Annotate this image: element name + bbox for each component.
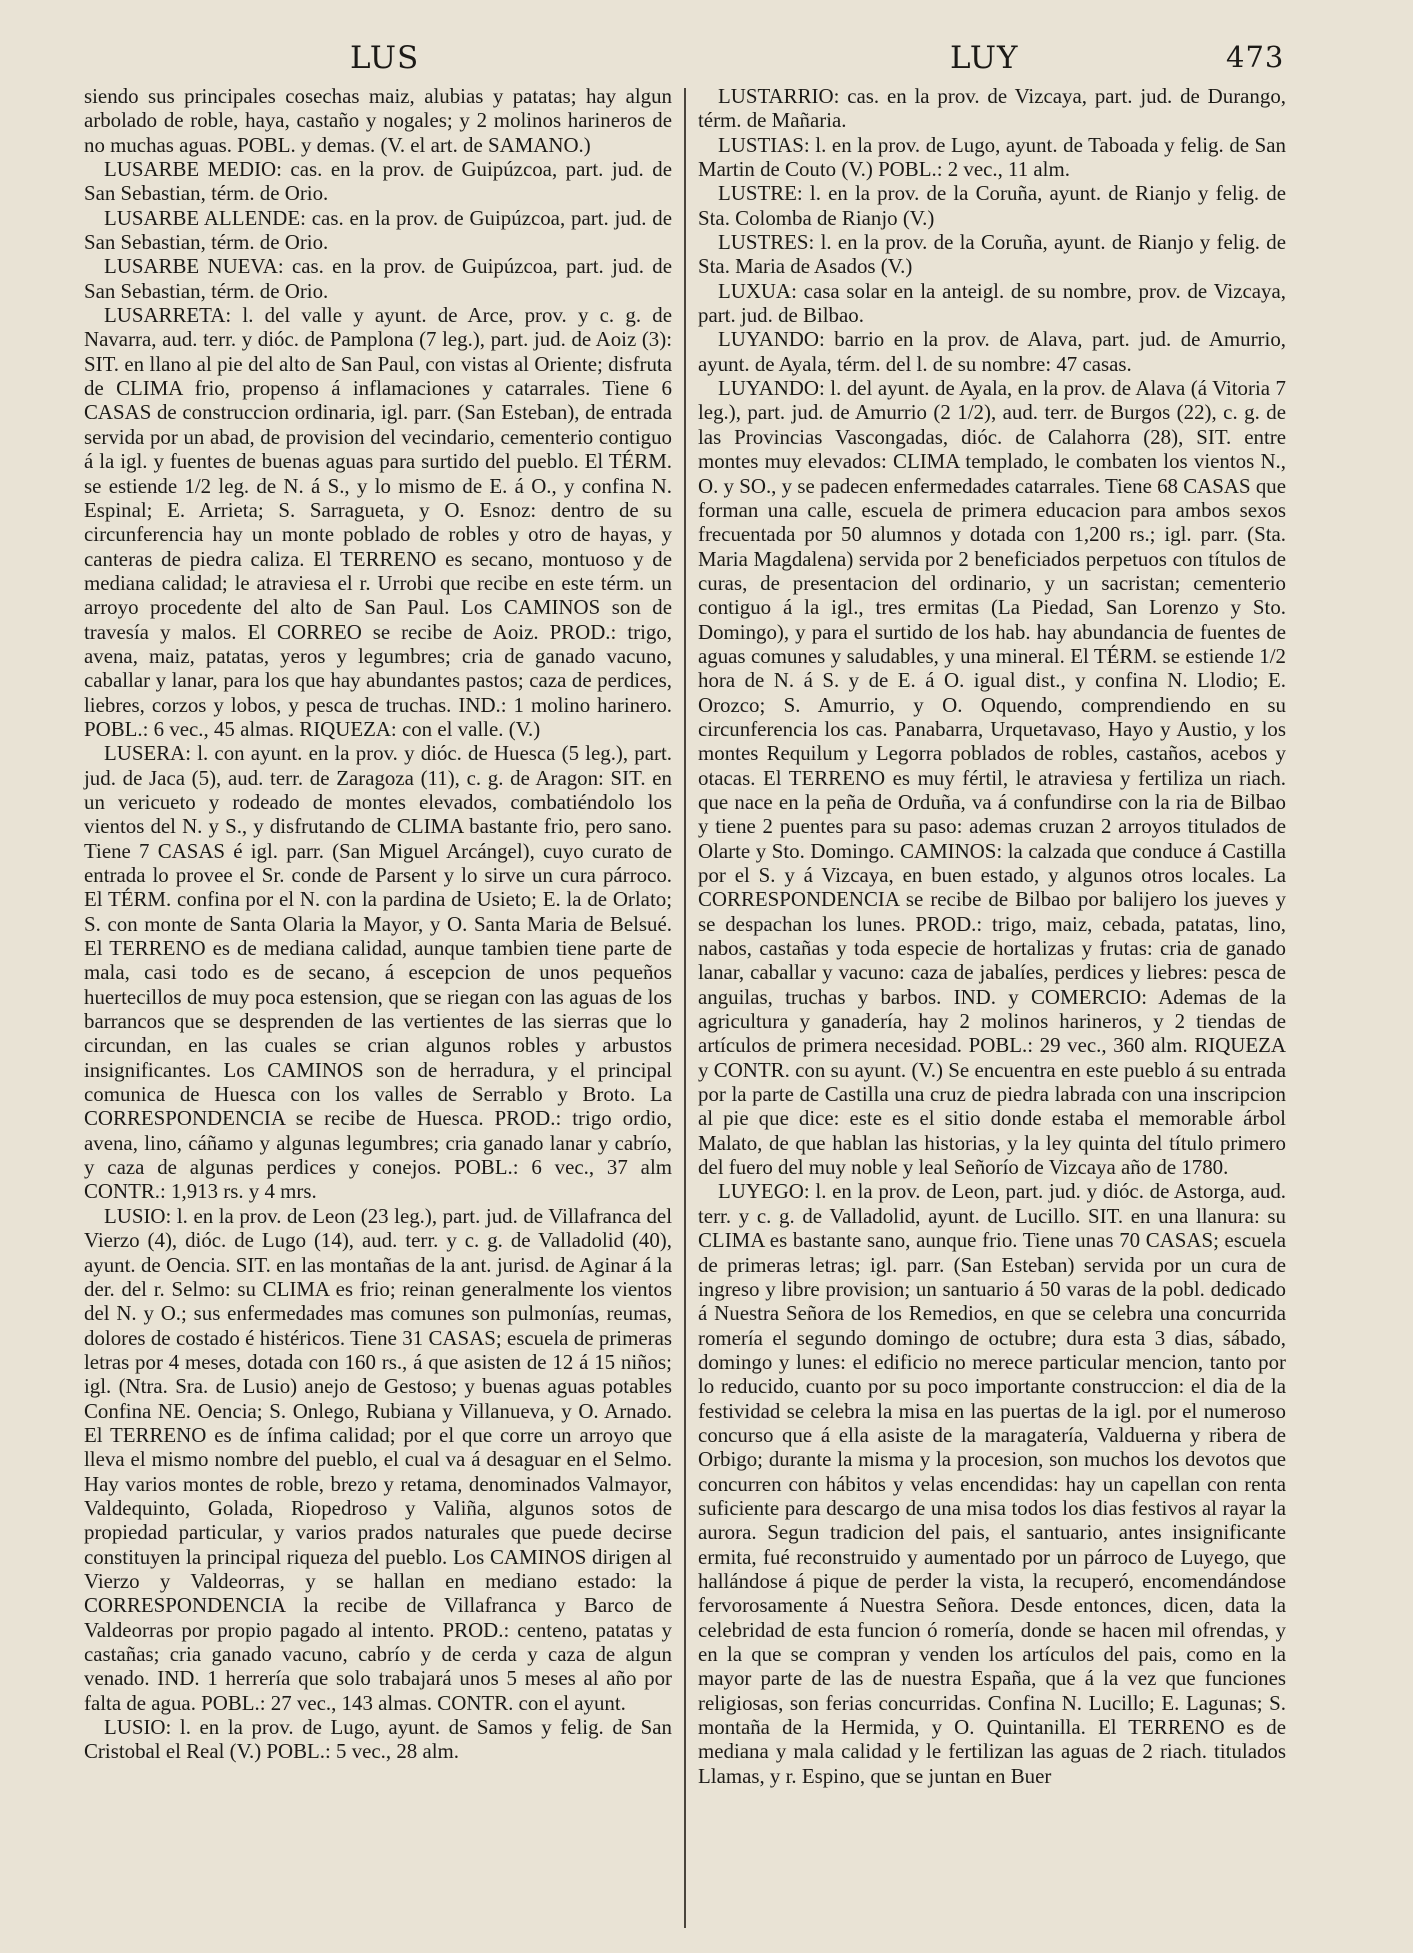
entry — [698, 376, 1286, 1179]
entry-headword: LUSARRETA — [104, 303, 226, 328]
entry-headword: LUSTIAS — [718, 132, 804, 157]
left-column — [84, 84, 672, 1764]
entry-text: : l. en la prov. de Leon, part. jud. y dióc. de Astorga, aud. terr. y c. g. de Valladolid, ayunt. de Lucillo. SIT. en una llanura: su CLIMA es bastante sano, aunque frio. Tiene unas 70 CASAS; escuela de primeras letras; igl. parr. (San Esteban) servida por un cura de ingreso y libre provision; un santuario á 50 varas de la pobl. dedicado á Nuestra Señora de los Remedios, en que se celebra una concurrida romería el segundo domingo de octubre; dura esta 3 dias, sábado, domingo y lunes: el edificio no merece particular mencion, tanto por lo reducido, cuanto por su poco importante construccion: el dia de la festividad se celebra la misa en las puertas de la igl. por el numeroso concurso que á ella asiste de la maragatería, Valduerna y ribera de Orbigo; durante la misma y la procesion, son muchos los devotos que concurren con hábitos y velas encendidas: hay un capellan con renta suficiente para descargo de una misa todos los dias festivos al rayar la aurora. Segun tradicion del pais, el santuario, antes insignificante ermita, fué reconstruido y aumentado por un párroco de Luyego, que hallándose á pique de perder la vista, la recuperó, encomendándose fervorosamente á Nuestra Señora. Desde entonces, dicen, data la celebridad de esta funcion ó romería, donde se hacen mil ofrendas, y en la que se compran y venden los artículos del pais, como en la mayor parte de las de nuestra España, que á la vez que funciones religiosas, son ferias concurridas. Confina N. Lucillo; E. Lagunas; S. montaña de la Hermida, y O. Quintanilla. El TERRENO es de mediana y mala calidad y le fertilizan las aguas de 2 riach. titulados Llamas, y r. Espino, que se juntan en Buer — [698, 1179, 1286, 1788]
entry-headword: LUSARBE ALLENDE — [104, 205, 301, 230]
entry-text: : l. en la prov. de Lugo, ayunt. de Samos y felig. de San Cristobal el Real (V.) POBL.: 5 vec., 28 alm. — [84, 1715, 672, 1764]
entry — [698, 133, 1286, 182]
entry-headword: LUYANDO — [718, 327, 819, 352]
entry-text: siendo sus principales cosechas maiz, alubias y patatas; hay algun arbolado de roble, haya, castaño y nogales; y 2 molinos harineros de no muchas aguas. POBL. y demas. (V. el art. de SAMANO.) — [84, 84, 672, 157]
entry — [698, 230, 1286, 279]
entry-text: : cas. en la prov. de Guipúzcoa, part. jud. de San Sebastian, térm. de Orio. — [84, 205, 672, 255]
entry — [698, 279, 1286, 328]
entry — [84, 1204, 672, 1715]
entry-text: : cas. en la prov. de Guipúzcoa, part. jud. de San Sebastian, térm. de Orio. — [84, 254, 672, 303]
entry — [84, 741, 672, 1204]
entry — [698, 181, 1286, 230]
entry-text: : l. en la prov. de la Coruña, ayunt. de Rianjo y felig. de Sta. Colomba de Rianjo (V.) — [698, 181, 1286, 230]
entry-text: : casa solar en la anteigl. de su nombre, prov. de Vizcaya, part. jud. de Bilbao. — [698, 278, 1286, 328]
entry-text: : l. en la prov. de Leon (23 leg.), part. jud. de Villafranca del Vierzo (4), dióc. de Lugo (14), aud. terr. y c. g. de Valladolid (40), ayunt. de Oencia. SIT. en las montañas de la ant. jurisd. de Aginar á la der. del r. Selmo: su CLIMA es frio; reinan generalmente los vientos del N. y O.; sus enfermedades mas comunes son pulmonías, reumas, dolores de costado é histéricos. Tiene 31 CASAS; escuela de primeras letras por 4 meses, dotada con 160 rs., á que asisten de 12 á 15 niños; igl. (Ntra. Sra. de Lusio) anejo de Gestoso; y buenas aguas potables Confina NE. Oencia; S. Onlego, Rubiana y Villanueva, y O. Arnado. El TERRENO es de ínfima calidad; por el que corre un arroyo que lleva el mismo nombre del pueblo, el cual va á desaguar en el Selmo. Hay varios montes de roble, brezo y retama, denominados Valmayor, Valdequinto, Golada, Riopedroso y Valiña, algunos sotos de propiedad particular, y varios prados naturales que puede decirse constituyen la principal riqueza del pueblo. Los CAMINOS dirigen al Vierzo y Valdeorras, y se hallan en mediano estado: la CORRESPONDENCIA la recibe de Villafranca y Barco de Valdeorras por propio pagado al intento. PROD.: centeno, patatas y castañas; cria ganado vacuno, cabrío y de cerda y caza de algun venado. IND. 1 herrería que solo trabajará unos 5 meses al año por falta de agua. POBL.: 27 vec., 143 almas. CONTR. con el ayunt. — [84, 1203, 672, 1715]
entry-text: : cas. en la prov. de Vizcaya, part. jud. de Durango, térm. de Mañaria. — [698, 84, 1286, 133]
entry-text: : l. del ayunt. de Ayala, en la prov. de Alava (á Vitoria 7 leg.), part. jud. de Amurrio (2 1/2), aud. terr. de Burgos (22), c. g. de las Provincias Vascongadas, dióc. de Calahorra (28), SIT. entre montes muy elevados: CLIMA templado, le combaten los vientos N., O. y SO., y se padecen enfermedades catarrales. Tiene 68 CASAS que forman una calle, escuela de primera educacion para ambos sexos frecuentada por 50 alumnos y dotada con 1,200 rs.; igl. parr. (Sta. Maria Magdalena) servida por 2 beneficiados perpetuos con títulos de curas, de presentacion del ordinario, y un sacristan; cementerio contiguo á la igl., tres ermitas (La Piedad, San Lorenzo y Sto. Domingo), y para el surtido de los hab. hay abundancia de fuentes de aguas comunes y saludables, y una mineral. El TÉRM. se estiende 1/2 hora de N. á S. y de E. á O. igual dist., y confina N. Llodio; E. Orozco; S. Amurrio, y O. Oquendo, comprendiendo en su circunferencia los cas. Panabarra, Urquetavaso, Hayo y Austio, y los montes Requilum y Legorra poblados de robles, castaños, acebos y otacas. El TERRENO es muy fértil, le atraviesa y fertiliza un riach. que nace en la peña de Orduña, va á confundirse con la ria de Bilbao y tiene 2 puentes para su paso: ademas cruzan 2 arroyos titulados de Olarte y Sto. Domingo. CAMINOS: la calzada que conduce á Castilla por el S. y á Vizcaya, en buen estado, y algunos otros locales. La CORRESPONDENCIA se recibe de Bilbao por balijero los jueves y se despachan los lunes. PROD.: trigo, maiz, cebada, patatas, lino, nabos, castañas y toda especie de hortalizas y frutas: cria de ganado lanar, caballar y vacuno: caza de jabalíes, perdices y liebres: pesca de anguilas, truchas y barbos. IND. y COMERCIO: Ademas de la agricultura y ganadería, hay 2 molinos harineros, y 2 tiendas de artículos de primera necesidad. POBL.: 29 vec., 360 alm. RIQUEZA y CONTR. con su ayunt. (V.) Se encuentra en este pueblo á su entrada por la parte de Castilla una cruz de piedra labrada con una inscripcion al pie que dice: este es el sitio donde estaba el memorable árbol Malato, de que hablan las historias, y la ley quinta del título primero del fuero del muy noble y leal Señorío de Vizcaya año de 1780. — [698, 376, 1286, 1180]
entry-headword: LUSERA — [104, 741, 186, 766]
right-column — [698, 84, 1286, 1788]
entry-headword: LUSTRE — [718, 181, 797, 206]
column-divider — [684, 88, 686, 1928]
header-left-word: LUS — [350, 40, 420, 76]
entry-headword: LUSTARRIO — [718, 84, 834, 108]
entry-headword: LUSIO — [104, 1203, 166, 1228]
entry — [698, 84, 1286, 133]
entry-text: : l. con ayunt. en la prov. y dióc. de Huesca (5 leg.), part. jud. de Jaca (5), aud. terr. de Zaragoza (11), c. g. de Aragon: SIT. en un vericueto y rodeado de montes elevados, combatiéndolo los vientos del N. y S., y disfrutando de CLIMA bastante frio, pero sano. Tiene 7 CASAS é igl. parr. (San Miguel Arcángel), cuyo curato de entrada lo provee el Sr. conde de Parsent y lo sirve un cura párroco. El TÉRM. confina por el N. con la pardina de Usieto; E. la de Orlato; S. con monte de Santa Olaria la Mayor, y O. Santa Maria de Belsué. El TERRENO es de mediana calidad, aunque tambien tiene parte de mala, casi todo es de secano, á escepcion de unos pequeños huertecillos de muy poca estension, que se riegan con las aguas de los barrancos que se desprenden de las vertientes de las sierras que lo circundan, en las cuales se crian algunos robles y arbustos insignificantes. Los CAMINOS son de herradura, y el principal comunica de Huesca con los valles de Serrablo y Broto. La CORRESPONDENCIA se recibe de Huesca. PROD.: trigo ordio, avena, lino, cáñamo y algunas legumbres; cria ganado lanar y cabrío, y caza de algunas perdices y conejos. POBL.: 6 vec., 37 alm CONTR.: 1,913 rs. y 4 mrs. — [84, 741, 672, 1204]
entry-text: : l. del valle y ayunt. de Arce, prov. y c. g. de Navarra, aud. terr. y dióc. de Pamplona (7 leg.), part. jud. de Aoiz (3): SIT. en llano al pie del alto de San Paul, con vistas al Oriente; disfruta de CLIMA frio, propenso á inflamaciones y catarrales. Tiene 6 CASAS de construccion ordinaria, igl. parr. (San Esteban), de entrada servida por un abad, de provision del vecindario, cementerio contiguo á la igl. y fuentes de buenas aguas para surtido del pueblo. El TÉRM. se estiende 1/2 leg. de N. á S., y lo mismo de E. á O., y confina N. Espinal; E. Arrieta; S. Sarragueta, y O. Esnoz: dentro de su circunferencia hay un monte poblado de robles y otro de hayas, y canteras de piedra caliza. El TERRENO es secano, montuoso y de mediana calidad; le atraviesa el r. Urrobi que recibe en este térm. un arroyo procedente del alto de San Paul. Los CAMINOS son de travesía y malos. El CORREO se recibe de Aoiz. PROD.: trigo, avena, maiz, patatas, yeros y legumbres; cria de ganado vacuno, caballar y lanar, para los que hay abundantes pastos; caza de perdices, liebres, corzos y lobos, y pesca de truchas. IND.: 1 molino harinero. POBL.: 6 vec., 45 almas. RIQUEZA: con el valle. (V.) — [84, 303, 672, 741]
entry-text: : l. en la prov. de Lugo, ayunt. de Taboada y felig. de San Martin de Couto (V.) POBL.: 2 vec., 11 alm. — [698, 132, 1286, 182]
entry-headword: LUYEGO — [718, 1179, 804, 1204]
entry-headword: LUSTRES — [718, 230, 809, 255]
entry-text: : barrio en la prov. de Alava, part. jud. de Amurrio, ayunt. de Ayala, térm. del l. de su nombre: 47 casas. — [698, 327, 1286, 376]
page-number: 473 — [1226, 40, 1285, 74]
entry-text: : l. en la prov. de la Coruña, ayunt. de Rianjo y felig. de Sta. Maria de Asados (V.) — [698, 230, 1286, 279]
entry-text: : cas. en la prov. de Guipúzcoa, part. jud. de San Sebastian, térm. de Orio. — [84, 157, 672, 206]
header-right-word: LUY — [950, 40, 1019, 76]
entry — [84, 1715, 672, 1764]
entry-headword: LUXUA — [718, 278, 792, 303]
entry — [84, 303, 672, 741]
entry — [698, 327, 1286, 376]
entry-headword: LUYANDO — [718, 376, 819, 401]
entry-headword: LUSIO — [104, 1715, 166, 1740]
entry — [84, 206, 672, 255]
entry — [698, 1179, 1286, 1788]
entry — [84, 157, 672, 206]
entry-headword: LUSARBE NUEVA — [104, 254, 278, 279]
entry-headword: LUSARBE MEDIO — [104, 157, 277, 182]
entry — [84, 254, 672, 303]
